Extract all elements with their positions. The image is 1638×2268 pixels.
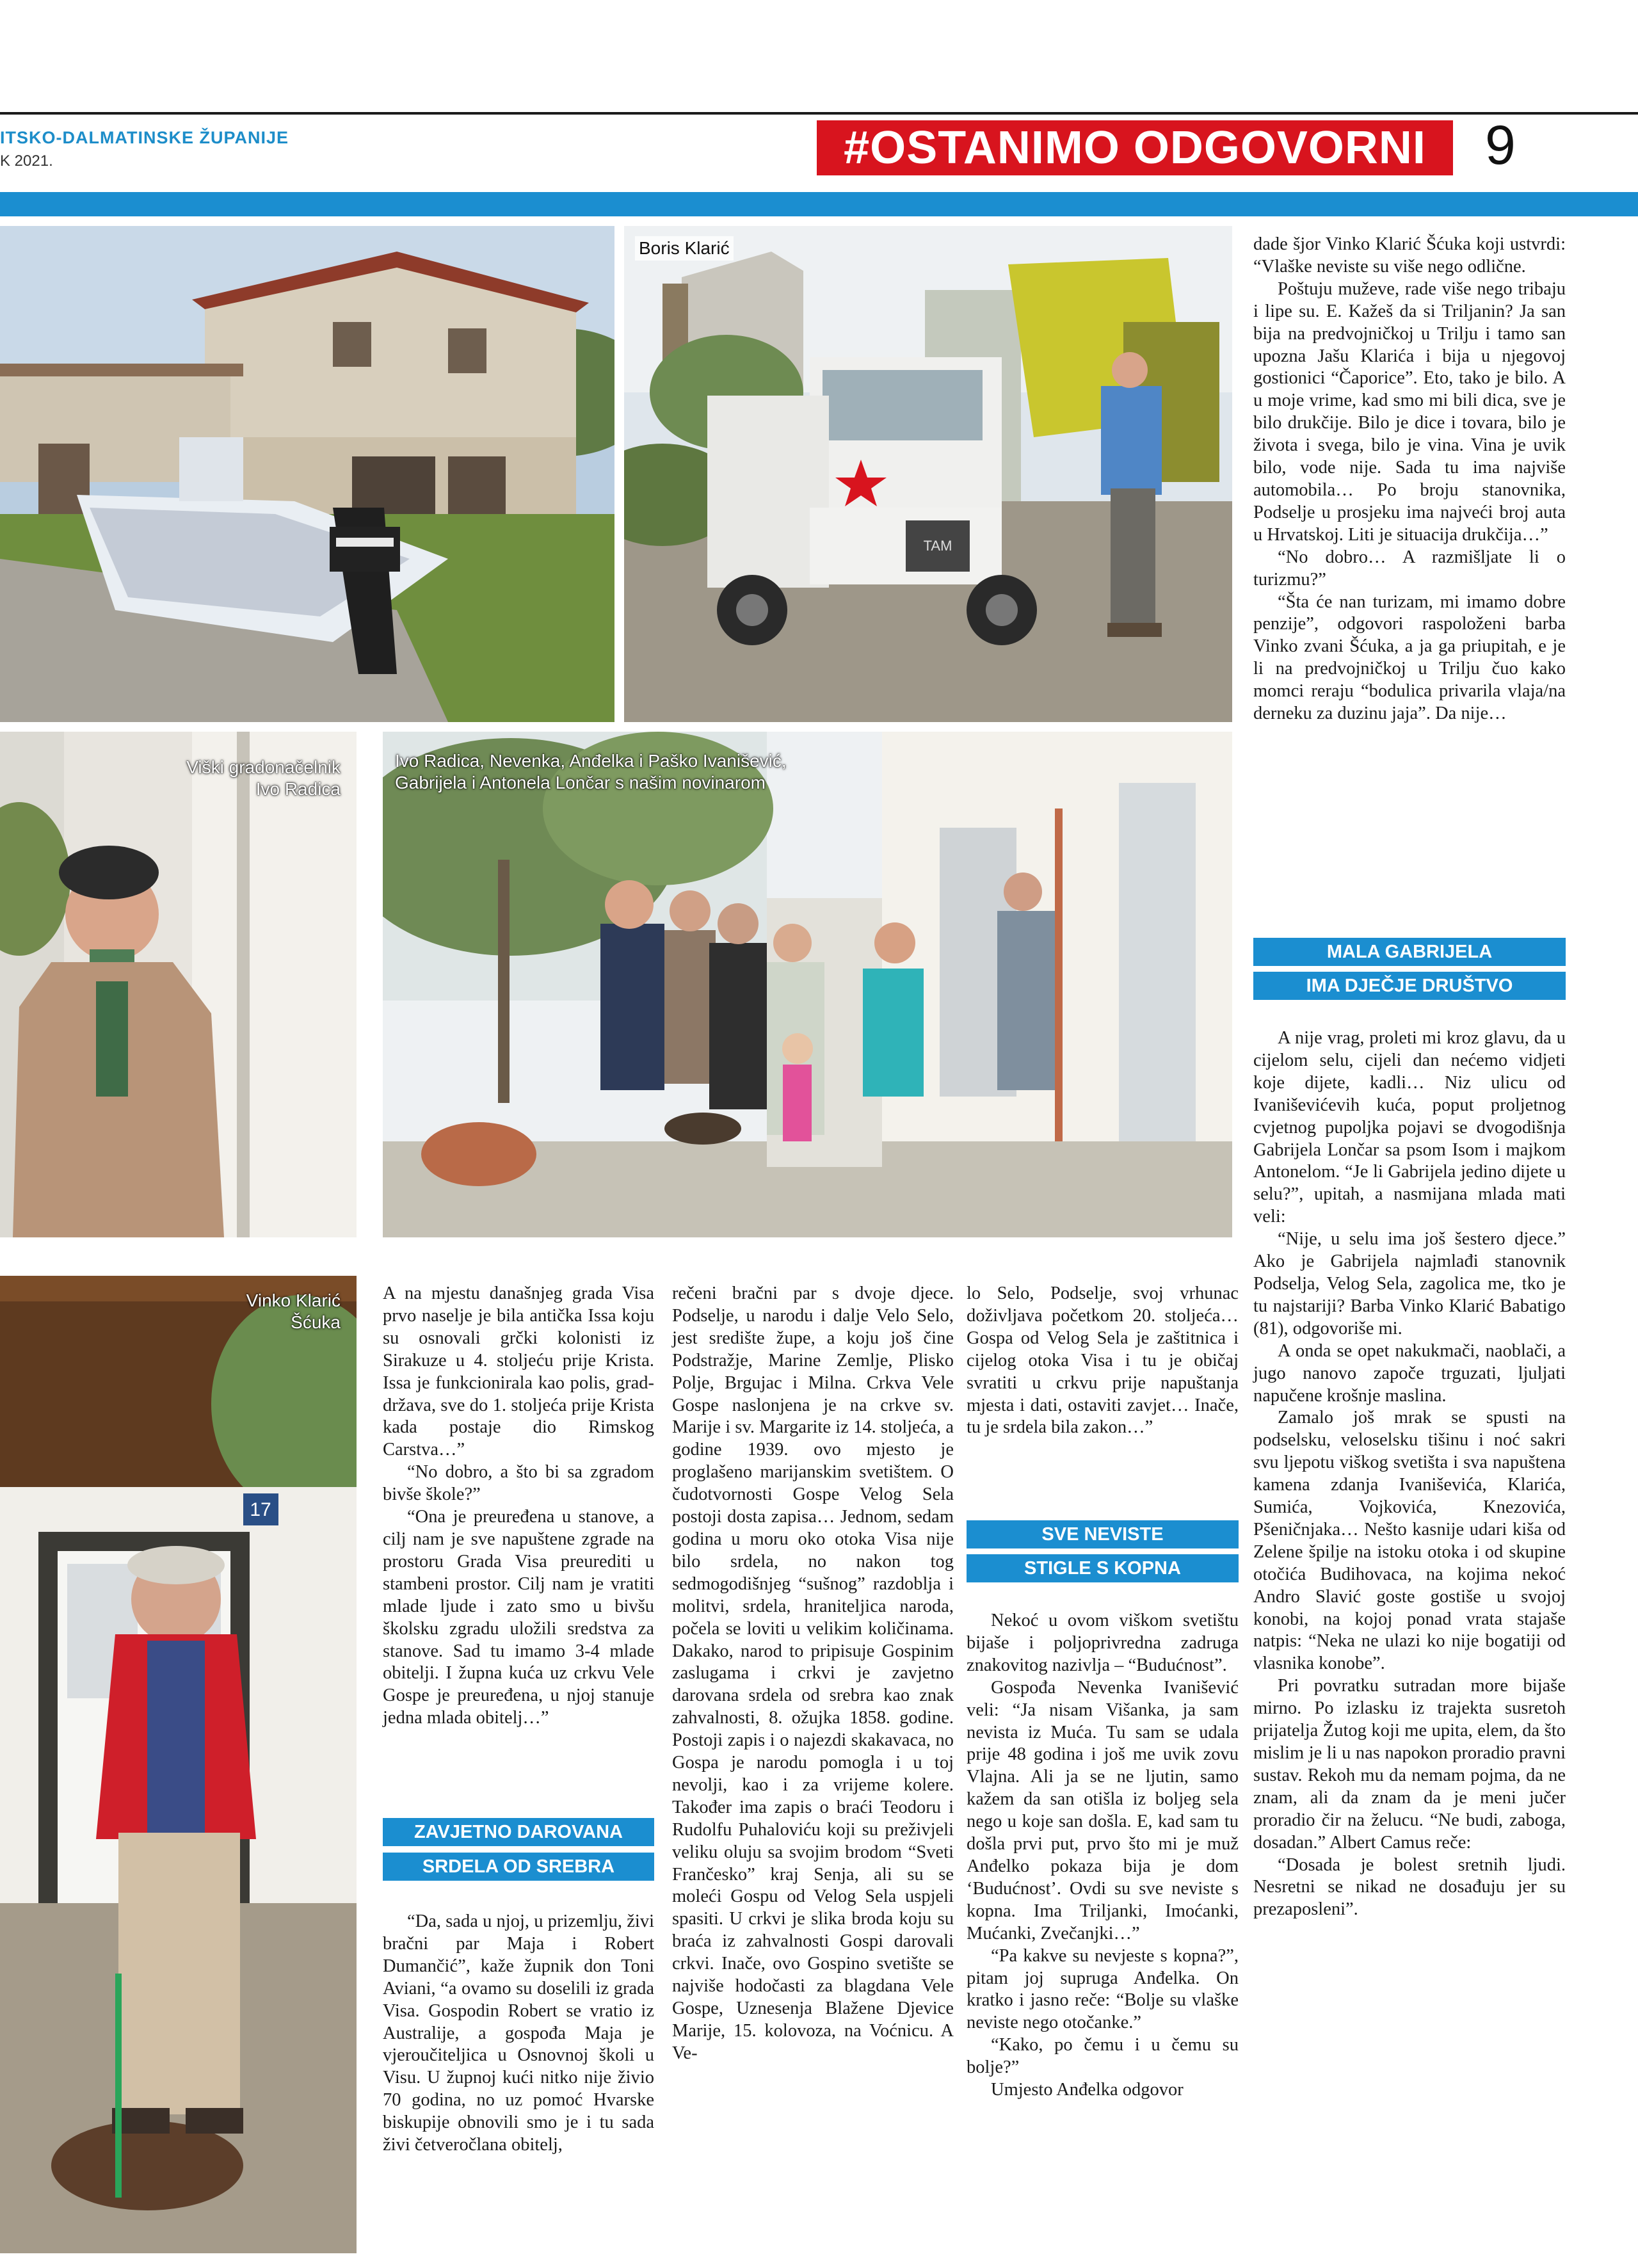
paragraph: Zamalo još mrak se spusti na podselsku, veloselsku tišinu i noć sakri svu ljepotu viškog svetišta i sva napuštena kamena zdanja Ivaniševića, Klarića, Sumića, Vojkovića, Knezovića, Pšeničnjaka… Nešto kasnije udari kiša od Zelene špilje na istoku otoka i od skupine otočića Budihovaca, na kojima nekoć Andro Slavić goste gostiše u svojoj konobi, na kojoj ponad vrata stajaše natpis: “Neka ne ulazi ko nije bogatiji od vlasnika konobe”. [1253,1408,1566,1674]
page-number: 9 [1485,115,1516,176]
paragraph: lo Selo, Podselje, svoj vrhunac doživljava početkom 20. stoljeća… Gospa od Velog Sela je zaštitnica i cijelog otoka Visa i tu je običaj svratiti u crkvu prije napuštanja mjesta i dati, ostaviti zavjet… Inače, tu je srdela bila zakon…” [967,1283,1239,1438]
column-right-top [1253,234,1566,725]
paragraph: “Nije, u selu ima još šestero djece.” Ako je Gabrijela najmlađi stanovnik Podselja, Velog Sela, zagolica me, tko je tu najstariji? Barba Vinko Klarić Babatigo (81), odgovoriše mi. [1253,1229,1566,1339]
section-title: ITSKO-DALMATINSKE ŽUPANIJE [0,128,289,147]
paragraph: Umjesto Anđelka odgovor [991,2080,1184,2100]
header-rule [0,112,1638,115]
photo-caption-group: Ivo Radica, Nevenka, Anđelka i Paško Ivanišević, Gabrijela i Antonela Lončar s našim novinarom [395,751,787,792]
header-band [0,192,1638,216]
campaign-banner: #OSTANIMO ODGOVORNI [817,120,1453,175]
subhead-mala-2: IMA DJEČJE DRUŠTVO [1253,972,1566,1000]
photo-caption-truck: Boris Klarić [635,236,734,261]
paragraph: “No dobro… A razmišljate li o turizmu?” [1253,547,1566,590]
paragraph: “Šta će nan turizam, mi imamo dobre penzije”, odgovori raspoloženi barba Vinko zvani Šćuka, a ja ga priupitah, e je li na predvojničkoj u Trilju čuo kako momci reraju “bodulica privarila vlaja/na derneku za duzinu jaja”. Da nije… [1253,591,1566,724]
column-a-bottom [383,1911,654,2157]
paragraph: “Pa kakve su nevjeste s kopna?”, pitam joj supruga Anđelka. On kratko i jasno reče: “Bolje su vlaške neviste nego otočanke.” [967,1945,1239,2033]
paragraph: rečeni bračni par s dvoje djece. Podselje, u narodu i dalje Velo Selo, jest središte župe, a koju još čine Podstražje, Marine Zemlje, Plisko Polje, Brgujac i Milna. Crkva Vele Gospe naslonjena je na crkve sv. Marije i sv. Margarite iz 14. stoljeća, a godine 1939. ovo mjesto je proglašeno marijanskim svetištem. O čudotvornosti Gospe Velog Sela postoji dosta zapisa… Jednom, sedam godina u moru oko otoka Visa nije bilo srdela, no nakon tog sedmogodišnjeg “sušnog” razdoblja i molitvi, srdela, hraniteljica naroda, počela se loviti u velikim količinama. Dakako, narod to pripisuje Gospinim zaslugama i crkvi je zavjetno darovana srdela od srebra kao znak zahvalnosti, 8. ožujka 1858. godine. Postoji zapis i o najezdi skakavaca, no Gospa je narodu pomogla i u toj nevolji, kao i za vrijeme kolere. Također ima zapis o braći Teodoru i Rudolfu Puhaloviću koji su preživjeli veliku oluju sa svojim brodom “Sveti Frančesko” kraj Senja, ali su se moleći Gospu od Velog Sela uspjeli spasiti. U crkvi je slika broda koju su braća iz zahvalnosti Gospi darovali crkvi. Inače, ovo Gospino svetište se najviše hodočasti za blagdana Vele Gospe, Uznesenja Blažene Djevice Marije, 15. kolovoza, na Voćnicu. A Ve- [672,1283,954,2063]
issue-date: K 2021. [0,152,53,170]
paragraph: “No dobro, a što bi sa zgradom bivše škole?” [383,1462,654,1505]
paragraph: Pri povratku sutradan more bijaše mirno. Po izlasku iz trajekta susretoh prijatelja Žutog koji me upita, elem, da što mislim je li u nas napokon proradio pravni sustav. Rekoh mu da nemam pojma, da ne znam, ali da znam da je meni jučer proradio čir na želucu. “Ne budi, zaboga, dosadan.” Albert Camus reče: [1253,1676,1566,1853]
photo-caption-mayor: Viški gradonačelnik Ivo Radica [186,757,341,799]
paragraph: dade šjor Vinko Klarić Šćuka koji ustvrdi: “Vlaške neviste su više nego odlične. [1253,234,1566,277]
photo-truck [624,226,1232,722]
photo-group [383,732,1232,1237]
column-c-bottom [967,1610,1239,2102]
paragraph: Gospođa Nevenka Ivanišević veli: “Ja nisam Višanka, ja sam nevista iz Muća. Tu sam se udala prije 48 godina i još me uvik zovu Vlajna. Ali ja se ne ljutin, samo kažem da san otišla iz boljeg sela nego u koje san došla. E, kad sam tu došla prvi put, prvo što mi je muž Anđelko pokaza bija je dom ‘Budućnost’. Ovdi su sve neviste s kopna. Ima Triljanki, Imoćanki, Mućanki, Zvečanjki…” [967,1677,1239,1943]
subhead-mala-1: MALA GABRIJELA [1253,938,1566,966]
photo-vinko [0,1276,357,2253]
column-a-top [383,1283,654,1730]
column-c-top [967,1283,1239,1439]
column-right-bottom [1253,1027,1566,1921]
photo-caption-vinko: Vinko Klarić Šćuka [246,1291,341,1332]
paragraph: “Ona je preuređena u stanove, a cilj nam je sve napuštene zgrade na prostoru Grada Visa preurediti u stambeni prostor. Cilj nam je vratiti mlade ljude i zato smo u bivšu školsku zgradu uložili sredstva za stanove. Sad tu imamo 3-4 mlade obitelji. I župna kuća uz crkvu Vele Gospe je preuređena, u njoj stanuje jedna mlada obitelj…” [383,1507,654,1728]
subhead-zavjetno-1: ZAVJETNO DAROVANA [383,1818,654,1846]
paragraph: “Da, sada u njoj, u prizemlju, živi bračni par Maja i Robert Dumančić”, kaže župnik don Toni Aviani, “a ovamo su doselili iz grada Visa. Gospodin Robert se vratio iz Australije, a gospođa Maja je vjeroučiteljica u Osnovnoj školi u Visu. U župnoj kući nitko nije živio 70 godina, no uz pomoć Hvarske biskupije obnovili smo je i tu sada živi četveročlana obitelj, [383,1911,654,2155]
paragraph: “Dosada je bolest sretnih ljudi. Nesretni se nikad ne dosađuju jer su prezaposleni”. [1253,1854,1566,1920]
subhead-sve-1: SVE NEVISTE [967,1520,1239,1548]
paragraph: A onda se opet nakukmači, naoblači, a jugo nanovo započe trguzati, ljuljati napučene krošnje maslina. [1253,1340,1566,1406]
paragraph: Poštuju muževe, rade više nego tribaju i lipe su. E. Kažeš da si Triljanin? Ja san bija na predvojničkoj u Trilju i tamo san upozna Jašu Klarića i bija u njegovoj gostionici “Čaporice”. Eto, tako je bilo. A u moje vrime, kad smo mi bili dica, sve je bilo drukčije. Bilo je dice i tovara, bilo je života i svega, bilo je vina. Vina je uvik bilo, vode nije. Sada tu ima najviše automobila… Po broju stanovnika, Podselje u prosjeku ima najveći broj auta u Hrvatskoj. Liti je situacija drukčija…” [1253,278,1566,545]
paragraph: A na mjestu današnjeg grada Visa prvo naselje je bila antička Issa koju su osnovali grčki kolonisti iz Sirakuze u 4. stoljeću prije Krista. Issa je funkcionirala kao polis, grad-država, sve do 1. stoljeća prije Krista kada postaje dio Rimskog Carstva…” [383,1283,654,1460]
paragraph: Nekoć u ovom viškom svetištu bijaše i poljoprivredna zadruga znakovitog nazivlja – “Budućnost”. [967,1611,1239,1675]
house-number: 17 [250,1499,271,1520]
photo-boat-house [0,226,614,722]
paragraph: A nije vrag, proleti mi kroz glavu, da u cijelom selu, cijeli dan nećemo vidjeti koje dijete, kadli… Niz ulicu od Ivaniševićevih kuća, poput proljetnog cvjetnog pupoljka pojavi se dvogodišnja Gabrijela Lončar sa psom Isom i majkom Antonelom. “Je li Gabrijela jedino dijete u selu?”, upitah, a nasmijana mlada mati veli: [1253,1028,1566,1227]
column-b [672,1283,954,2065]
truck-logo: TAM [923,538,952,554]
photo-mayor [0,732,357,1237]
subhead-zavjetno-2: SRDELA OD SREBRA [383,1853,654,1881]
paragraph: “Kako, po čemu i u čemu su bolje?” [967,2035,1239,2078]
subhead-sve-2: STIGLE S KOPNA [967,1554,1239,1582]
